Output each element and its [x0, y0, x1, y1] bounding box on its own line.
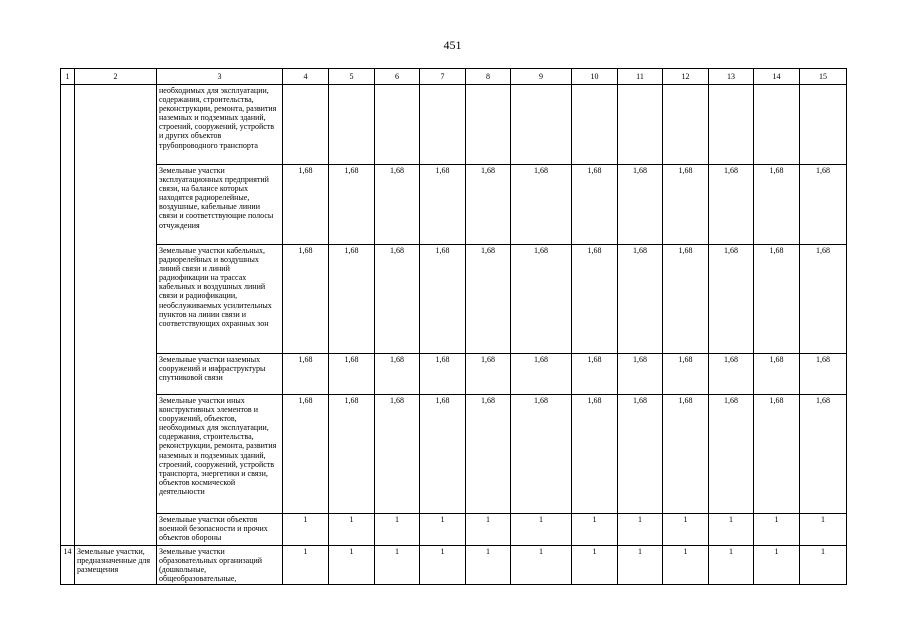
value-cell: 1,68 [618, 354, 663, 395]
value-cell: 1 [375, 514, 420, 546]
column-header: 15 [800, 69, 847, 85]
value-cell: 1,68 [283, 395, 329, 514]
value-cell [375, 85, 420, 165]
page-number: 451 [443, 38, 462, 52]
value-cell: 1,68 [800, 165, 847, 245]
description-cell: Земельные участки наземных сооружений и инфраструктуры спутниковой связи [157, 354, 283, 395]
tariff-table [60, 68, 847, 585]
description-cell: необходимых для эксплуатации, содержания, строительства, реконструкции, ремонта, развития наземных и подземных зданий, строений, сооружений, устройств и других объектов трубопроводного транспорта [157, 85, 283, 165]
value-cell: 1,68 [800, 245, 847, 354]
column-header: 10 [572, 69, 618, 85]
value-cell: 1 [800, 546, 847, 585]
value-cell: 1,68 [375, 245, 420, 354]
table-row [61, 354, 847, 395]
table-row [61, 514, 847, 546]
value-cell [572, 85, 618, 165]
value-cell: 1,68 [420, 165, 466, 245]
value-cell: 1,68 [709, 395, 754, 514]
value-cell: 1 [663, 546, 709, 585]
description-cell: Земельные участки кабельных, радиорелейных и воздушных линий связи и линий радиофикации на трассах кабельных и воздушных линий связи и радиофикации, необслуживаемых усилительных пунктов на линии связи и соответствующих охранных зон [157, 245, 283, 354]
value-cell: 1,68 [754, 395, 800, 514]
value-cell: 1 [800, 514, 847, 546]
value-cell: 1,68 [466, 354, 511, 395]
value-cell: 1 [283, 546, 329, 585]
category-cell: Земельные участки, предназначенные для размещения [75, 546, 157, 585]
value-cell: 1,68 [572, 395, 618, 514]
value-cell: 1,68 [709, 245, 754, 354]
table-row [61, 395, 847, 514]
value-cell: 1,68 [618, 165, 663, 245]
row-number-cell [61, 85, 75, 546]
value-cell [283, 85, 329, 165]
column-header: 6 [375, 69, 420, 85]
value-cell: 1,68 [466, 165, 511, 245]
value-cell: 1,68 [420, 245, 466, 354]
value-cell: 1,68 [329, 395, 375, 514]
value-cell: 1,68 [283, 165, 329, 245]
value-cell: 1,68 [329, 245, 375, 354]
value-cell: 1 [375, 546, 420, 585]
value-cell: 1 [420, 514, 466, 546]
value-cell: 1,68 [375, 395, 420, 514]
column-header: 5 [329, 69, 375, 85]
value-cell [663, 85, 709, 165]
value-cell: 1,68 [283, 245, 329, 354]
value-cell: 1 [283, 514, 329, 546]
value-cell: 1,68 [800, 395, 847, 514]
value-cell: 1,68 [283, 354, 329, 395]
table-row [61, 165, 847, 245]
value-cell: 1,68 [800, 354, 847, 395]
value-cell: 1,68 [663, 245, 709, 354]
value-cell: 1,68 [420, 354, 466, 395]
value-cell: 1 [466, 514, 511, 546]
value-cell: 1 [618, 514, 663, 546]
value-cell [709, 85, 754, 165]
value-cell: 1,68 [572, 245, 618, 354]
column-header: 14 [754, 69, 800, 85]
value-cell: 1,68 [754, 354, 800, 395]
value-cell: 1 [572, 514, 618, 546]
category-cell [75, 85, 157, 546]
column-header: 1 [61, 69, 75, 85]
value-cell: 1,68 [572, 354, 618, 395]
table-row [61, 546, 847, 585]
value-cell: 1,68 [375, 354, 420, 395]
description-cell: Земельные участки эксплуатационных предприятий связи, на балансе которых находятся радиорелейные, воздушные, кабельные линии связи и соответствующие полосы отчуждения [157, 165, 283, 245]
value-cell: 1,68 [709, 354, 754, 395]
value-cell [618, 85, 663, 165]
column-header: 2 [75, 69, 157, 85]
value-cell: 1 [420, 546, 466, 585]
value-cell [420, 85, 466, 165]
value-cell: 1,68 [466, 395, 511, 514]
value-cell: 1,68 [511, 354, 572, 395]
value-cell: 1 [663, 514, 709, 546]
value-cell: 1,68 [511, 165, 572, 245]
value-cell: 1 [618, 546, 663, 585]
column-header: 11 [618, 69, 663, 85]
header-row [61, 69, 847, 85]
column-header: 7 [420, 69, 466, 85]
value-cell: 1 [511, 514, 572, 546]
value-cell: 1 [572, 546, 618, 585]
table-row [61, 85, 847, 165]
table-row [61, 245, 847, 354]
value-cell: 1 [754, 514, 800, 546]
value-cell: 1,68 [420, 395, 466, 514]
column-header: 8 [466, 69, 511, 85]
description-cell: Земельные участки объектов военной безопасности и прочих объектов обороны [157, 514, 283, 546]
column-header: 4 [283, 69, 329, 85]
row-number-cell: 14 [61, 546, 75, 585]
value-cell: 1,68 [663, 354, 709, 395]
value-cell: 1,68 [709, 165, 754, 245]
description-cell: Земельные участки иных конструктивных элементов и сооружений, объектов, необходимых для эксплуатации, содержания, строительства, реконструкции, ремонта, развития наземных и подземных зданий, строений, сооружений, устройств транспорта, энергетики и связи, объектов космической деятельности [157, 395, 283, 514]
value-cell: 1 [329, 514, 375, 546]
value-cell: 1,68 [663, 165, 709, 245]
value-cell: 1,68 [618, 395, 663, 514]
value-cell: 1,68 [375, 165, 420, 245]
description-cell: Земельные участки образовательных организаций (дошкольные, общеобразовательные, [157, 546, 283, 585]
value-cell: 1,68 [663, 395, 709, 514]
value-cell [511, 85, 572, 165]
value-cell [329, 85, 375, 165]
value-cell: 1 [754, 546, 800, 585]
value-cell: 1,68 [511, 245, 572, 354]
column-header: 3 [157, 69, 283, 85]
value-cell: 1 [466, 546, 511, 585]
value-cell [754, 85, 800, 165]
value-cell [466, 85, 511, 165]
value-cell: 1,68 [466, 245, 511, 354]
value-cell: 1,68 [329, 165, 375, 245]
value-cell: 1,68 [572, 165, 618, 245]
value-cell: 1 [709, 546, 754, 585]
value-cell: 1 [329, 546, 375, 585]
value-cell [800, 85, 847, 165]
value-cell: 1 [709, 514, 754, 546]
value-cell: 1,68 [618, 245, 663, 354]
value-cell: 1 [511, 546, 572, 585]
value-cell: 1,68 [754, 245, 800, 354]
column-header: 13 [709, 69, 754, 85]
column-header: 9 [511, 69, 572, 85]
value-cell: 1,68 [754, 165, 800, 245]
value-cell: 1,68 [329, 354, 375, 395]
value-cell: 1,68 [511, 395, 572, 514]
column-header: 12 [663, 69, 709, 85]
